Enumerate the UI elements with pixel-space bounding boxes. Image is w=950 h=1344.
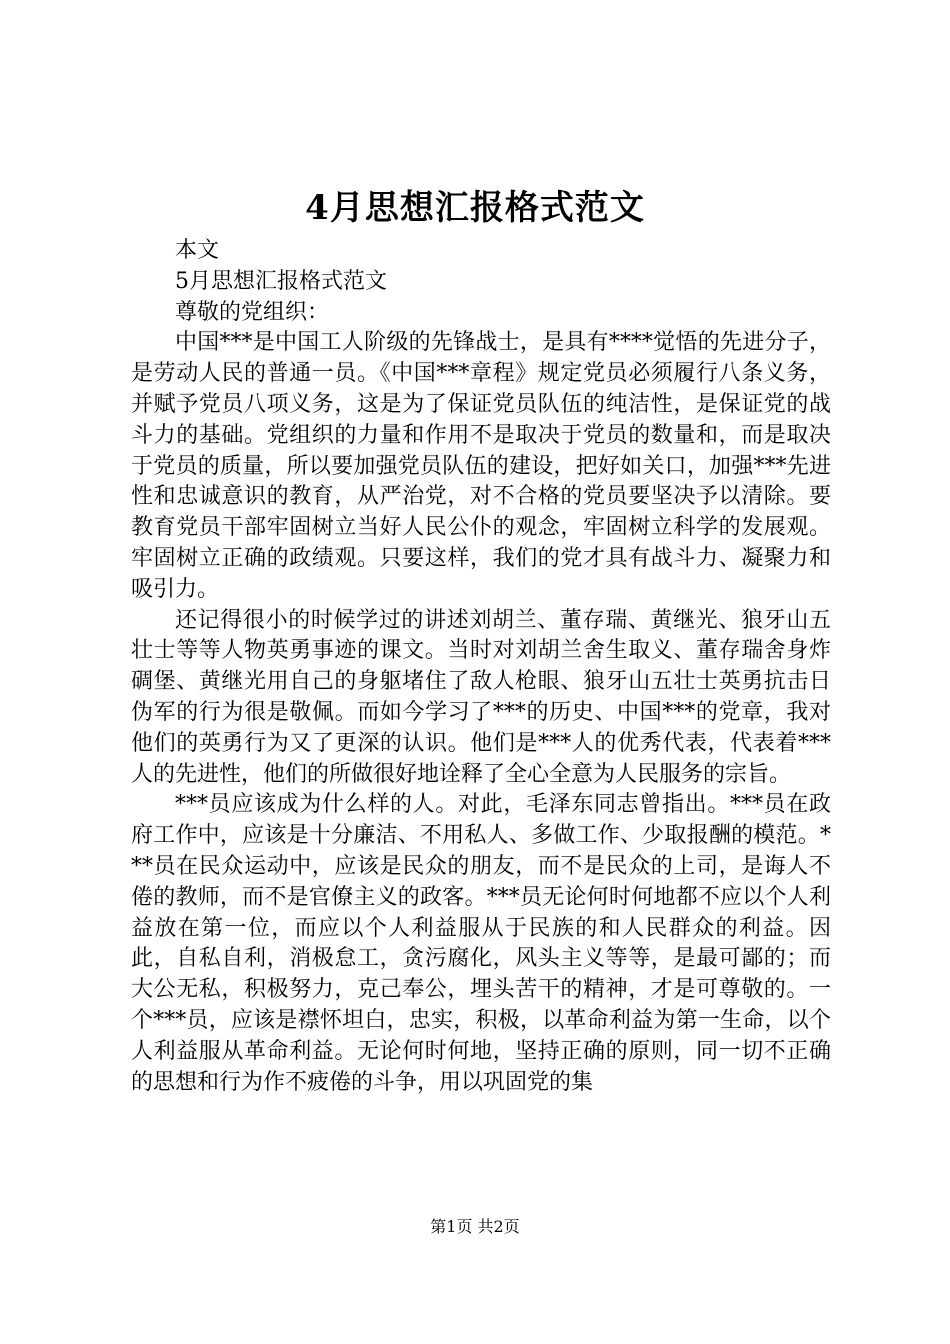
- document-body: [131, 236, 831, 1098]
- paragraph: 5月思想汇报格式范文: [175, 268, 387, 294]
- paragraph: 本文: [175, 238, 220, 263]
- paragraph: 中国***是中国工人阶级的先锋战士，是具有****觉悟的先进分子，是劳动人民的普通一员。《中国***章程》规定党员必须履行八条义务，并赋予党员八项义务，这是为了保证党员队伍的纯洁性，是保证党的战斗力的基础。党组织的力量和作用不是取决于党员的数量和，而是取决于党员的质量，所以要加强党员队伍的建设，把好如关口，加强***先进性和忠诚意识的教育，从严治党，对不合格的党员要坚决予以清除。要教育党员干部牢固树立当好人民公仆的观念，牢固树立科学的发展观。牢固树立正确的政绩观。只要这样，我们的党才具有战斗力、凝聚力和吸引力。: [131, 330, 831, 602]
- document-title: 4月思想汇报格式范文: [305, 188, 645, 228]
- paragraph: ***员应该成为什么样的人。对此，毛泽东同志曾指出。***员在政府工作中，应该是十分廉洁、不用私人、多做工作、少取报酬的模范。***员在民众运动中，应该是民众的朋友，而不是民众的上司，是诲人不倦的教师，而不是官僚主义的政客。***员无论何时何地都不应以个人利益放在第一位，而应以个人利益服从于民族的和人民群众的利益。因此，自私自利，消极怠工，贪污腐化，风头主义等等，是最可鄙的；而大公无私，积极努力，克己奉公，埋头苦干的精神，才是可尊敬的。一个***员，应该是襟怀坦白，忠实，积极，以革命利益为第一生命，以个人利益服从革命利益。无论何时何地，坚持正确的原则，同一切不正确的思想和行为作不疲倦的斗争，用以巩固党的集: [131, 792, 831, 1095]
- page-footer: 第1页 共2页: [430, 1217, 520, 1236]
- paragraph: 还记得很小的时候学过的讲述刘胡兰、董存瑞、黄继光、狼牙山五壮士等等人物英勇事迹的课文。当时对刘胡兰舍生取义、董存瑞舍身炸碉堡、黄继光用自己的身躯堵住了敌人枪眼、狼牙山五壮士英勇抗击日伪军的行为很是敬佩。而如今学习了***的历史、中国***的党章，我对他们的英勇行为又了更深的认识。他们是***人的优秀代表，代表着***人的先进性，他们的所做很好地诠释了全心全意为人民服务的宗旨。: [131, 607, 831, 787]
- paragraph: 尊敬的党组织：: [175, 299, 330, 325]
